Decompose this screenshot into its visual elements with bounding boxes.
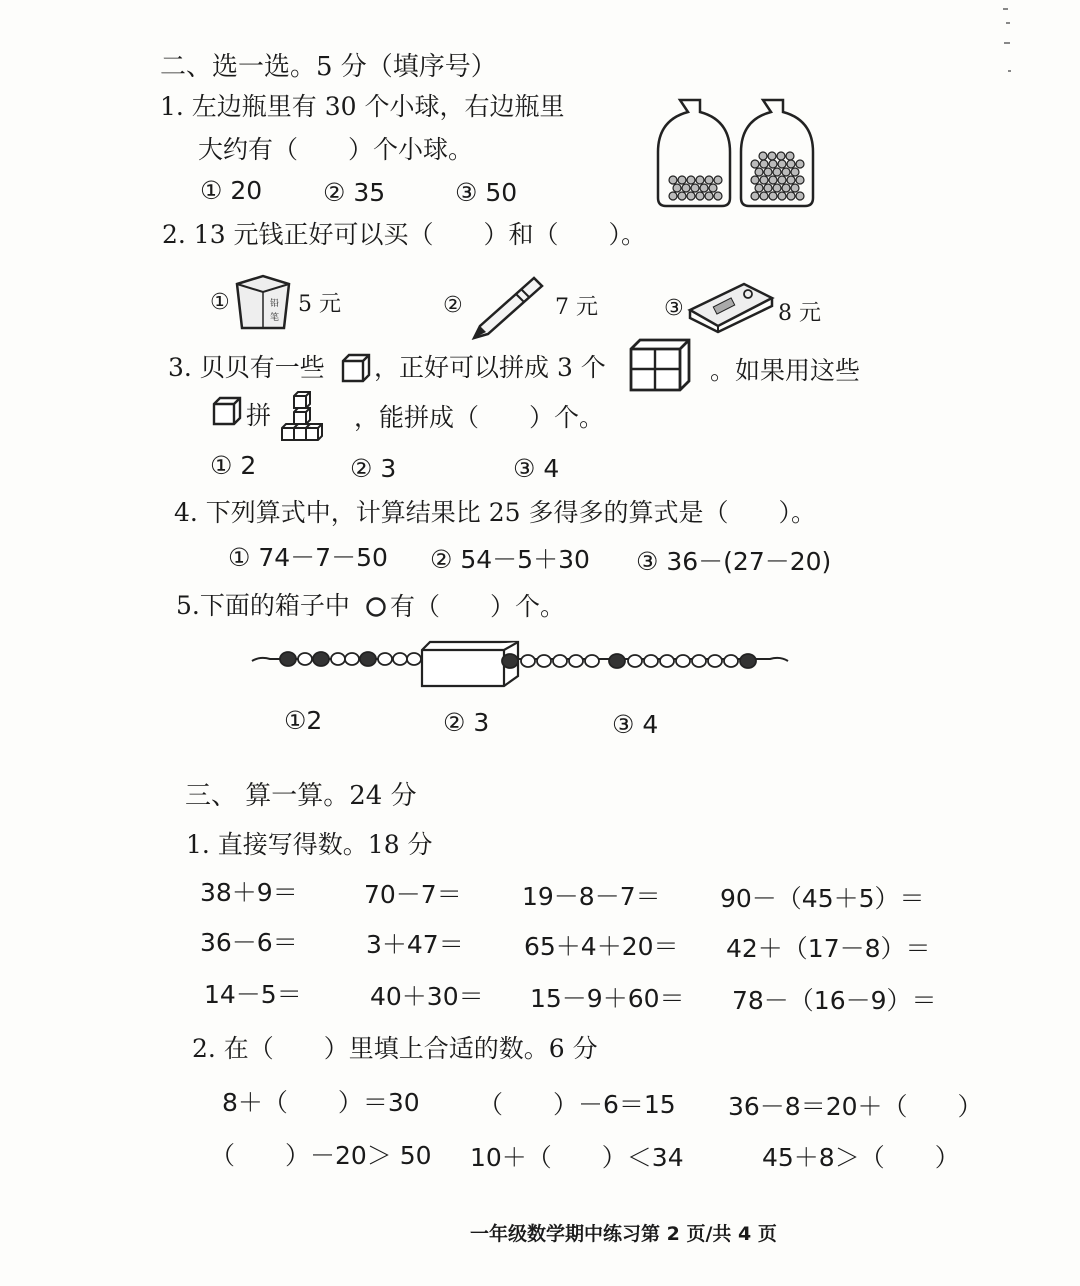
- q3-line2-a: 拼: [246, 401, 272, 430]
- solid-bead: [740, 654, 756, 668]
- q3-line1-c: 。如果用这些: [710, 356, 861, 385]
- q2-item-2-num: ②: [443, 293, 463, 318]
- q2-item-1-num: ①: [210, 290, 230, 315]
- page-footer: 一年级数学期中练习第 2 页/共 4 页: [470, 1223, 777, 1245]
- pencil-box-text-2: 笔: [270, 313, 280, 323]
- calc-r2-c3: 65＋4＋20＝: [524, 932, 679, 961]
- q2-stem: 2. 13 元钱正好可以买（ ）和（ ）。: [162, 220, 647, 249]
- q2-item-3-num: ③: [664, 296, 684, 321]
- hollow-bead: [298, 653, 312, 665]
- q3-option-3: ③ 4: [513, 454, 560, 483]
- scan-speck: [1008, 70, 1011, 72]
- q5-option-1: ①2: [284, 706, 323, 735]
- hollow-bead: [521, 655, 535, 667]
- q3-option-1: ① 2: [210, 451, 257, 480]
- q5-option-3: ③ 4: [612, 710, 659, 739]
- hollow-bead: [660, 655, 674, 667]
- q1-line2: 大约有（ ）个小球。: [198, 135, 474, 164]
- calc-r2-c1: 36－6＝: [200, 928, 298, 957]
- hollow-bead: [569, 655, 583, 667]
- sub2-title: 2. 在（ ）里填上合适的数。6 分: [192, 1034, 598, 1063]
- hollow-bead: [378, 653, 392, 665]
- solid-bead: [313, 652, 329, 666]
- hollow-bead: [537, 655, 551, 667]
- hollow-bead: [628, 655, 642, 667]
- hollow-bead: [676, 655, 690, 667]
- hollow-bead-icon: [365, 596, 387, 618]
- q5-stem-b: 有（ ）个。: [390, 592, 566, 621]
- fill-r2-c3: 45＋8＞（ ）: [762, 1143, 960, 1172]
- ball-bottles-icon: [655, 92, 835, 212]
- q5-option-2: ② 3: [443, 708, 490, 737]
- stationery-box-icon: [684, 280, 776, 334]
- calc-r1-c2: 70－7＝: [364, 880, 462, 909]
- pen-icon: [468, 272, 548, 344]
- calc-r3-c4: 78－（16－9）＝: [732, 986, 937, 1015]
- q1-option-3: ③ 50: [455, 178, 518, 207]
- calc-r2-c2: 3＋47＝: [366, 930, 464, 959]
- hollow-bead: [553, 655, 567, 667]
- hollow-bead: [692, 655, 706, 667]
- q3-line2-b: ，能拼成（ ）个。: [354, 403, 605, 432]
- bead-string-with-box: [250, 636, 790, 692]
- q3-line1-a: 3. 贝贝有一些: [168, 353, 325, 382]
- sub1-title: 1. 直接写得数。18 分: [186, 830, 433, 859]
- calc-r1-c3: 19－8－7＝: [522, 882, 661, 911]
- solid-bead: [609, 654, 625, 668]
- l-shape-cubes-icon: [280, 390, 336, 442]
- fill-r2-c2: 10＋（ ）＜34: [470, 1143, 684, 1172]
- q1-option-2: ② 35: [323, 178, 386, 207]
- q5-stem-a: 5.下面的箱子中: [176, 591, 350, 620]
- section-2-heading: 二、选一选。5 分（填序号）: [160, 52, 497, 82]
- pencil-box-icon: [232, 272, 294, 334]
- fill-r1-c3: 36－8＝20＋（ ）: [728, 1092, 983, 1121]
- scan-speck: [1004, 42, 1010, 44]
- q2-item-2-price: 7 元: [555, 295, 598, 320]
- hollow-bead: [585, 655, 599, 667]
- calc-r3-c2: 40＋30＝: [370, 982, 484, 1011]
- fill-r2-c1: （ ）－20＞ 50: [210, 1141, 432, 1170]
- hollow-bead: [644, 655, 658, 667]
- solid-bead: [502, 654, 518, 668]
- hollow-bead: [345, 653, 359, 665]
- calc-r3-c3: 15－9＋60＝: [530, 984, 685, 1013]
- small-cube-icon-2: [211, 395, 243, 425]
- small-cube-icon: [340, 352, 372, 382]
- big-cube-icon: [628, 337, 692, 393]
- q3-option-2: ② 3: [350, 454, 397, 483]
- q2-item-3-price: 8 元: [778, 301, 821, 326]
- scan-speck: [1006, 22, 1010, 24]
- calc-r1-c1: 38＋9＝: [200, 878, 298, 907]
- hollow-bead: [393, 653, 407, 665]
- q3-line1-b: ，正好可以拼成 3 个: [374, 353, 606, 382]
- q4-stem: 4. 下列算式中，计算结果比 25 多得多的算式是（ ）。: [174, 498, 817, 527]
- q1-option-1: ① 20: [200, 176, 263, 205]
- solid-bead: [360, 652, 376, 666]
- fill-r1-c2: （ ）－6＝15: [478, 1090, 676, 1119]
- hollow-bead: [331, 653, 345, 665]
- q1-line1: 1. 左边瓶里有 30 个小球，右边瓶里: [160, 92, 565, 121]
- section-3-heading: 三、 算一算。24 分: [185, 781, 417, 811]
- scan-speck: [1003, 8, 1008, 10]
- q4-option-3: ③ 36－(27－20): [636, 547, 832, 576]
- calc-r2-c4: 42＋（17－8）＝: [726, 934, 931, 963]
- hollow-bead: [708, 655, 722, 667]
- hollow-bead: [724, 655, 738, 667]
- q4-option-2: ② 54－5＋30: [430, 545, 590, 574]
- calc-r3-c1: 14－5＝: [204, 980, 302, 1009]
- solid-bead: [280, 652, 296, 666]
- q2-item-1-price: 5 元: [298, 292, 341, 317]
- q4-option-1: ① 74－7－50: [228, 543, 388, 572]
- hollow-bead: [407, 653, 421, 665]
- calc-r1-c4: 90－（45＋5）＝: [720, 884, 925, 913]
- fill-r1-c1: 8＋（ ）＝30: [222, 1088, 420, 1117]
- pencil-box-text: 铅: [270, 299, 280, 309]
